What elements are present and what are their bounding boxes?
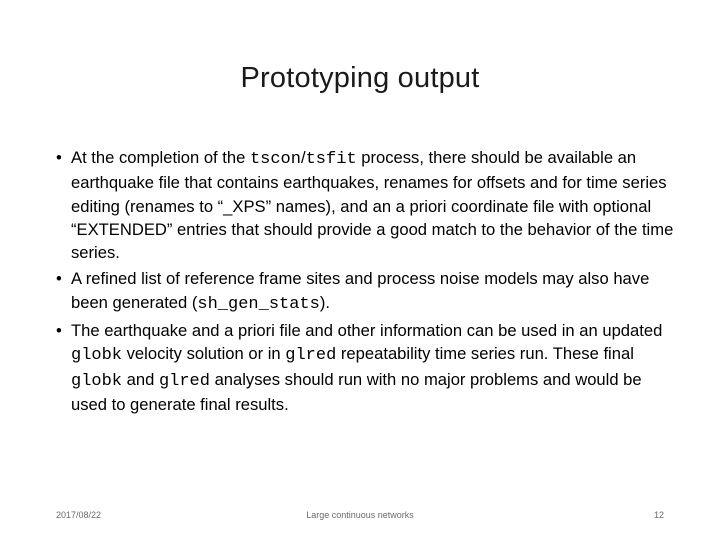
code-run: tsfit xyxy=(305,150,357,169)
bullet-marker: • xyxy=(56,269,62,289)
bullet-text xyxy=(71,321,662,414)
bullet-item xyxy=(56,146,676,264)
footer-date: 2017/08/22 xyxy=(56,510,102,520)
code-run: glred xyxy=(285,346,337,366)
bullet-item xyxy=(56,319,676,416)
slide-title: Prototyping output xyxy=(240,62,480,94)
text-run: The earthquake and a priori file and other information can be used in an updated xyxy=(71,321,663,341)
text-run: ). xyxy=(319,292,330,312)
code-run: sh_gen_stats xyxy=(197,294,320,314)
code-run: glred xyxy=(158,371,210,391)
text-run: and xyxy=(122,369,159,389)
text-run: process, there should be available an earthquake file that contains earthquakes, renames for offsets and for time series editing (renames to “_XPS” names), and an a priori coordinate file with optional “EXTENDED” entries that should provide a good match to the behavior of the time series. xyxy=(71,148,674,263)
bullet-item xyxy=(56,267,676,316)
bullet-marker: • xyxy=(56,321,62,341)
bullet-marker: • xyxy=(56,148,62,167)
code-run: globk xyxy=(71,346,123,366)
text-run: velocity solution or in xyxy=(122,344,286,364)
page-number: 12 xyxy=(653,510,664,520)
bullet-text xyxy=(71,148,673,262)
text-run: / xyxy=(300,148,306,167)
text-run: At the completion of the xyxy=(71,148,250,167)
text-run: repeatability time series run. These final xyxy=(336,344,634,364)
text-run: analyses should run with no major problems and would be used to generate final results. xyxy=(71,369,642,414)
footer-title: Large continuous networks xyxy=(306,510,414,520)
code-run: tscon xyxy=(249,150,301,169)
text-run: A refined list of reference frame sites and process noise models may also have been generated ( xyxy=(71,269,650,312)
bullet-list xyxy=(56,146,676,419)
code-run: globk xyxy=(71,371,123,391)
bullet-text xyxy=(71,269,650,314)
